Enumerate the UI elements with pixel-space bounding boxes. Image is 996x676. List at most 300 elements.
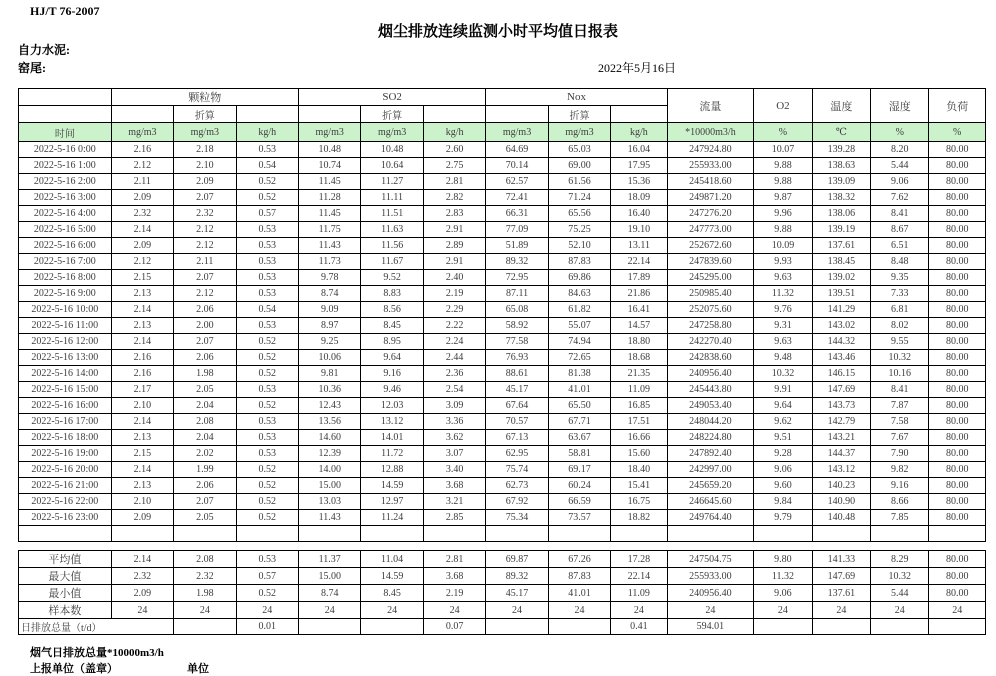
value-cell: 65.08 — [486, 302, 548, 318]
empty-cell — [611, 526, 667, 542]
value-cell: 51.89 — [486, 238, 548, 254]
time-cell: 2022-5-16 2:00 — [19, 174, 112, 190]
unit-cell: mg/m3 — [361, 123, 423, 142]
value-cell: 0.57 — [236, 206, 298, 222]
summary-label: 最小值 — [19, 585, 112, 602]
value-cell: 240956.40 — [667, 585, 754, 602]
value-cell: 249764.40 — [667, 510, 754, 526]
value-cell: 0.52 — [236, 510, 298, 526]
value-cell: 2.04 — [174, 430, 236, 446]
empty-cell — [298, 526, 360, 542]
value-cell: 8.45 — [361, 585, 423, 602]
value-cell: 10.36 — [298, 382, 360, 398]
value-cell: 6.51 — [871, 238, 929, 254]
value-cell: 2.13 — [111, 430, 173, 446]
time-cell: 2022-5-16 8:00 — [19, 270, 112, 286]
empty-cell — [929, 526, 986, 542]
value-cell: 61.56 — [548, 174, 610, 190]
value-cell: 2.15 — [111, 446, 173, 462]
value-cell: 242997.00 — [667, 462, 754, 478]
time-blank-cell — [19, 89, 112, 106]
value-cell: 62.95 — [486, 446, 548, 462]
value-cell: 72.41 — [486, 190, 548, 206]
value-cell: 80.00 — [929, 398, 986, 414]
value-cell: 2.22 — [423, 318, 485, 334]
value-cell: 8.41 — [871, 382, 929, 398]
summary-row — [19, 568, 986, 585]
value-cell: 0.41 — [611, 619, 667, 635]
value-cell: 80.00 — [929, 270, 986, 286]
value-cell: 147.69 — [812, 568, 870, 585]
value-cell: 63.67 — [548, 430, 610, 446]
value-cell: 0.52 — [236, 366, 298, 382]
value-cell: 11.56 — [361, 238, 423, 254]
value-cell: 9.62 — [754, 414, 812, 430]
value-cell: 11.24 — [361, 510, 423, 526]
value-cell: 72.65 — [548, 350, 610, 366]
time-cell: 2022-5-16 21:00 — [19, 478, 112, 494]
value-cell: 9.82 — [871, 462, 929, 478]
value-cell: 138.45 — [812, 254, 870, 270]
value-cell: 0.53 — [236, 222, 298, 238]
value-cell: 249871.20 — [667, 190, 754, 206]
value-cell: 14.59 — [361, 478, 423, 494]
converted-label: 折算 — [174, 106, 236, 123]
empty-cell — [871, 526, 929, 542]
value-cell: 9.51 — [754, 430, 812, 446]
value-cell: 0.52 — [236, 350, 298, 366]
time-cell: 2022-5-16 20:00 — [19, 462, 112, 478]
value-cell: 62.57 — [486, 174, 548, 190]
value-cell: 248224.80 — [667, 430, 754, 446]
value-cell: 11.37 — [298, 551, 360, 568]
value-cell: 24 — [754, 602, 812, 619]
value-cell: 66.59 — [548, 494, 610, 510]
value-cell: 0.53 — [236, 254, 298, 270]
value-cell: 9.46 — [361, 382, 423, 398]
value-cell: 80.00 — [929, 190, 986, 206]
value-cell: 143.21 — [812, 430, 870, 446]
value-cell: 2.13 — [111, 318, 173, 334]
time-header: 时间 — [19, 123, 112, 142]
empty-cell — [548, 526, 610, 542]
value-cell: 0.53 — [236, 414, 298, 430]
value-cell: 80.00 — [929, 510, 986, 526]
value-cell: 2.29 — [423, 302, 485, 318]
value-cell: 80.00 — [929, 478, 986, 494]
value-cell: 2.08 — [174, 414, 236, 430]
value-cell: 12.43 — [298, 398, 360, 414]
value-cell: 58.81 — [548, 446, 610, 462]
unit-cell: % — [871, 123, 929, 142]
value-cell: 11.32 — [754, 286, 812, 302]
value-cell — [174, 619, 236, 635]
value-cell: 10.48 — [361, 142, 423, 158]
load-header: 负荷 — [929, 89, 986, 123]
empty-cell — [667, 526, 754, 542]
value-cell: 80.00 — [929, 551, 986, 568]
value-cell: 72.95 — [486, 270, 548, 286]
value-cell: 9.16 — [871, 478, 929, 494]
value-cell: 8.29 — [871, 551, 929, 568]
time-cell: 2022-5-16 7:00 — [19, 254, 112, 270]
value-cell: 2.19 — [423, 286, 485, 302]
value-cell: 8.66 — [871, 494, 929, 510]
value-cell: 9.96 — [754, 206, 812, 222]
value-cell: 80.00 — [929, 286, 986, 302]
unit-cell: mg/m3 — [174, 123, 236, 142]
value-cell: 249053.40 — [667, 398, 754, 414]
value-cell: 2.09 — [111, 510, 173, 526]
value-cell: 9.84 — [754, 494, 812, 510]
value-cell: 2.54 — [423, 382, 485, 398]
data-rows — [19, 142, 986, 542]
value-cell: 80.00 — [929, 206, 986, 222]
value-cell: 71.24 — [548, 190, 610, 206]
value-cell: 76.93 — [486, 350, 548, 366]
value-cell: 75.25 — [548, 222, 610, 238]
value-cell: 9.91 — [754, 382, 812, 398]
value-cell: 2.10 — [111, 494, 173, 510]
value-cell: 2.09 — [111, 190, 173, 206]
table-row — [19, 286, 986, 302]
unit-cell: mg/m3 — [111, 123, 173, 142]
value-cell: 9.52 — [361, 270, 423, 286]
value-cell: 2.16 — [111, 366, 173, 382]
value-cell: 10.06 — [298, 350, 360, 366]
value-cell: 11.51 — [361, 206, 423, 222]
location-label: 窑尾: — [18, 61, 46, 75]
value-cell: 24 — [871, 602, 929, 619]
value-cell: 65.03 — [548, 142, 610, 158]
value-cell: 11.09 — [611, 585, 667, 602]
value-cell: 0.53 — [236, 238, 298, 254]
value-cell: 11.11 — [361, 190, 423, 206]
value-cell: 87.83 — [548, 568, 610, 585]
value-cell: 0.52 — [236, 190, 298, 206]
value-cell: 247258.80 — [667, 318, 754, 334]
value-cell: 64.69 — [486, 142, 548, 158]
value-cell: 139.51 — [812, 286, 870, 302]
value-cell: 2.13 — [111, 286, 173, 302]
blank-cell — [486, 106, 548, 123]
summary-row — [19, 585, 986, 602]
table-row — [19, 478, 986, 494]
value-cell: 9.88 — [754, 174, 812, 190]
value-cell: 2.60 — [423, 142, 485, 158]
value-cell: 11.09 — [611, 382, 667, 398]
value-cell: 16.85 — [611, 398, 667, 414]
value-cell: 9.80 — [754, 551, 812, 568]
blank-cell — [611, 106, 667, 123]
value-cell: 2.12 — [111, 254, 173, 270]
value-cell: 2.10 — [174, 158, 236, 174]
value-cell: 2.07 — [174, 190, 236, 206]
blank-cell — [111, 106, 173, 123]
value-cell: 3.21 — [423, 494, 485, 510]
value-cell: 16.66 — [611, 430, 667, 446]
value-cell: 14.59 — [361, 568, 423, 585]
value-cell: 1.98 — [174, 366, 236, 382]
time-cell: 2022-5-16 22:00 — [19, 494, 112, 510]
value-cell: 2.81 — [423, 174, 485, 190]
value-cell: 11.75 — [298, 222, 360, 238]
time-blank-cell — [19, 106, 112, 123]
time-cell: 2022-5-16 4:00 — [19, 206, 112, 222]
value-cell: 75.74 — [486, 462, 548, 478]
value-cell: 1.98 — [174, 585, 236, 602]
value-cell: 88.61 — [486, 366, 548, 382]
value-cell: 18.82 — [611, 510, 667, 526]
value-cell: 9.55 — [871, 334, 929, 350]
value-cell: 7.85 — [871, 510, 929, 526]
value-cell: 142.79 — [812, 414, 870, 430]
value-cell: 11.27 — [361, 174, 423, 190]
value-cell: 143.02 — [812, 318, 870, 334]
value-cell: 80.00 — [929, 254, 986, 270]
value-cell: 9.64 — [754, 398, 812, 414]
value-cell: 2.18 — [174, 142, 236, 158]
value-cell: 2.07 — [174, 334, 236, 350]
value-cell: 2.91 — [423, 254, 485, 270]
value-cell: 89.32 — [486, 568, 548, 585]
value-cell — [548, 619, 610, 635]
value-cell: 24 — [361, 602, 423, 619]
value-cell: 147.69 — [812, 382, 870, 398]
value-cell: 9.60 — [754, 478, 812, 494]
time-cell: 2022-5-16 17:00 — [19, 414, 112, 430]
value-cell: 69.17 — [548, 462, 610, 478]
standard-code: HJ/T 76-2007 — [30, 4, 100, 18]
table-row — [19, 142, 986, 158]
value-cell: 9.87 — [754, 190, 812, 206]
value-cell: 70.57 — [486, 414, 548, 430]
value-cell: 0.53 — [236, 142, 298, 158]
value-cell: 2.40 — [423, 270, 485, 286]
summary-label: 样本数 — [19, 602, 112, 619]
value-cell: 10.74 — [298, 158, 360, 174]
unit-cell: mg/m3 — [548, 123, 610, 142]
flow-header: 流量 — [667, 89, 754, 123]
value-cell: 247892.40 — [667, 446, 754, 462]
value-cell: 69.86 — [548, 270, 610, 286]
table-row — [19, 206, 986, 222]
value-cell — [929, 619, 986, 635]
value-cell: 8.74 — [298, 286, 360, 302]
value-cell: 8.67 — [871, 222, 929, 238]
value-cell: 2.07 — [174, 494, 236, 510]
value-cell: 0.52 — [236, 174, 298, 190]
table-row — [19, 302, 986, 318]
table-row — [19, 398, 986, 414]
value-cell: 11.63 — [361, 222, 423, 238]
value-cell: 24 — [486, 602, 548, 619]
value-cell: 8.97 — [298, 318, 360, 334]
empty-cell — [423, 526, 485, 542]
value-cell: 2.89 — [423, 238, 485, 254]
unit-cell: mg/m3 — [298, 123, 360, 142]
value-cell: 8.74 — [298, 585, 360, 602]
value-cell: 140.90 — [812, 494, 870, 510]
value-cell: 14.01 — [361, 430, 423, 446]
summary-rows — [19, 551, 986, 635]
value-cell: 17.89 — [611, 270, 667, 286]
value-cell: 9.31 — [754, 318, 812, 334]
value-cell: 24 — [236, 602, 298, 619]
report-unit-label: 上报单位（盖章） — [30, 663, 118, 675]
value-cell: 7.90 — [871, 446, 929, 462]
empty-cell — [754, 526, 812, 542]
value-cell: 18.09 — [611, 190, 667, 206]
value-cell: 9.28 — [754, 446, 812, 462]
value-cell: 2.14 — [111, 551, 173, 568]
table-row — [19, 190, 986, 206]
value-cell: 140.23 — [812, 478, 870, 494]
value-cell: 18.68 — [611, 350, 667, 366]
value-cell: 80.00 — [929, 238, 986, 254]
value-cell: 10.32 — [871, 568, 929, 585]
table-row — [19, 222, 986, 238]
value-cell: 66.31 — [486, 206, 548, 222]
time-cell: 2022-5-16 10:00 — [19, 302, 112, 318]
value-cell: 80.00 — [929, 585, 986, 602]
value-cell: 21.86 — [611, 286, 667, 302]
value-cell: 70.14 — [486, 158, 548, 174]
value-cell: 9.48 — [754, 350, 812, 366]
value-cell: 80.00 — [929, 318, 986, 334]
value-cell: 80.00 — [929, 142, 986, 158]
value-cell: 73.57 — [548, 510, 610, 526]
time-cell: 2022-5-16 3:00 — [19, 190, 112, 206]
time-cell: 2022-5-16 9:00 — [19, 286, 112, 302]
value-cell — [871, 619, 929, 635]
value-cell: 3.68 — [423, 568, 485, 585]
value-cell: 1.99 — [174, 462, 236, 478]
value-cell: 2.36 — [423, 366, 485, 382]
value-cell: 9.64 — [361, 350, 423, 366]
value-cell: 9.06 — [754, 462, 812, 478]
value-cell: 2.32 — [174, 568, 236, 585]
value-cell: 80.00 — [929, 462, 986, 478]
value-cell: 12.39 — [298, 446, 360, 462]
value-cell: 11.45 — [298, 206, 360, 222]
value-cell: 13.03 — [298, 494, 360, 510]
table-row — [19, 238, 986, 254]
value-cell: 2.16 — [111, 142, 173, 158]
value-cell: 15.00 — [298, 568, 360, 585]
value-cell: 255933.00 — [667, 568, 754, 585]
value-cell: 11.43 — [298, 510, 360, 526]
value-cell — [754, 619, 812, 635]
value-cell: 8.48 — [871, 254, 929, 270]
value-cell — [812, 619, 870, 635]
value-cell: 13.12 — [361, 414, 423, 430]
value-cell: 24 — [929, 602, 986, 619]
value-cell: 14.60 — [298, 430, 360, 446]
converted-label: 折算 — [361, 106, 423, 123]
value-cell: 14.00 — [298, 462, 360, 478]
value-cell: 139.02 — [812, 270, 870, 286]
value-cell: 9.79 — [754, 510, 812, 526]
value-cell: 5.44 — [871, 585, 929, 602]
value-cell: 2.02 — [174, 446, 236, 462]
value-cell: 69.87 — [486, 551, 548, 568]
time-cell: 2022-5-16 16:00 — [19, 398, 112, 414]
value-cell: 138.06 — [812, 206, 870, 222]
value-cell: 252672.60 — [667, 238, 754, 254]
time-cell: 2022-5-16 11:00 — [19, 318, 112, 334]
value-cell: 45.17 — [486, 585, 548, 602]
value-cell: 24 — [667, 602, 754, 619]
value-cell: 245295.00 — [667, 270, 754, 286]
value-cell: 9.16 — [361, 366, 423, 382]
value-cell: 11.32 — [754, 568, 812, 585]
time-cell: 2022-5-16 0:00 — [19, 142, 112, 158]
value-cell: 144.32 — [812, 334, 870, 350]
unit-cell: kg/h — [236, 123, 298, 142]
flue-gas-total-note: 烟气日排放总量*10000m3/h — [30, 647, 164, 659]
value-cell: 146.15 — [812, 366, 870, 382]
value-cell: 0.53 — [236, 286, 298, 302]
value-cell: 5.44 — [871, 158, 929, 174]
value-cell: 52.10 — [548, 238, 610, 254]
value-cell: 62.73 — [486, 478, 548, 494]
value-cell: 2.06 — [174, 478, 236, 494]
value-cell: 3.07 — [423, 446, 485, 462]
value-cell: 0.54 — [236, 302, 298, 318]
value-cell: 60.24 — [548, 478, 610, 494]
value-cell: 2.91 — [423, 222, 485, 238]
value-cell: 18.40 — [611, 462, 667, 478]
time-cell: 2022-5-16 19:00 — [19, 446, 112, 462]
value-cell: 2.06 — [174, 302, 236, 318]
value-cell: 3.36 — [423, 414, 485, 430]
converted-label: 折算 — [548, 106, 610, 123]
value-cell: 144.37 — [812, 446, 870, 462]
value-cell: 11.72 — [361, 446, 423, 462]
value-cell: 9.88 — [754, 222, 812, 238]
daily-total-label: 日排放总量（t/d） — [19, 619, 174, 635]
value-cell: 2.09 — [111, 585, 173, 602]
value-cell: 0.07 — [423, 619, 485, 635]
value-cell: 138.32 — [812, 190, 870, 206]
value-cell: 11.45 — [298, 174, 360, 190]
value-cell: 2.16 — [111, 350, 173, 366]
table-row — [19, 430, 986, 446]
value-cell: 10.09 — [754, 238, 812, 254]
empty-cell — [174, 526, 236, 542]
value-cell: 8.20 — [871, 142, 929, 158]
value-cell: 9.93 — [754, 254, 812, 270]
value-cell: 0.53 — [236, 446, 298, 462]
value-cell: 77.58 — [486, 334, 548, 350]
table-row — [19, 414, 986, 430]
value-cell: 0.57 — [236, 568, 298, 585]
value-cell: 2.17 — [111, 382, 173, 398]
value-cell: 89.32 — [486, 254, 548, 270]
value-cell: 24 — [423, 602, 485, 619]
unit-cell: % — [754, 123, 812, 142]
value-cell: 2.14 — [111, 334, 173, 350]
report-date: 2022年5月16日 — [598, 61, 677, 75]
value-cell: 80.00 — [929, 414, 986, 430]
value-cell: 140.48 — [812, 510, 870, 526]
value-cell: 2.09 — [174, 174, 236, 190]
value-cell: 8.02 — [871, 318, 929, 334]
value-cell: 141.29 — [812, 302, 870, 318]
empty-cell — [236, 526, 298, 542]
group-particulate: 颗粒物 — [111, 89, 298, 106]
